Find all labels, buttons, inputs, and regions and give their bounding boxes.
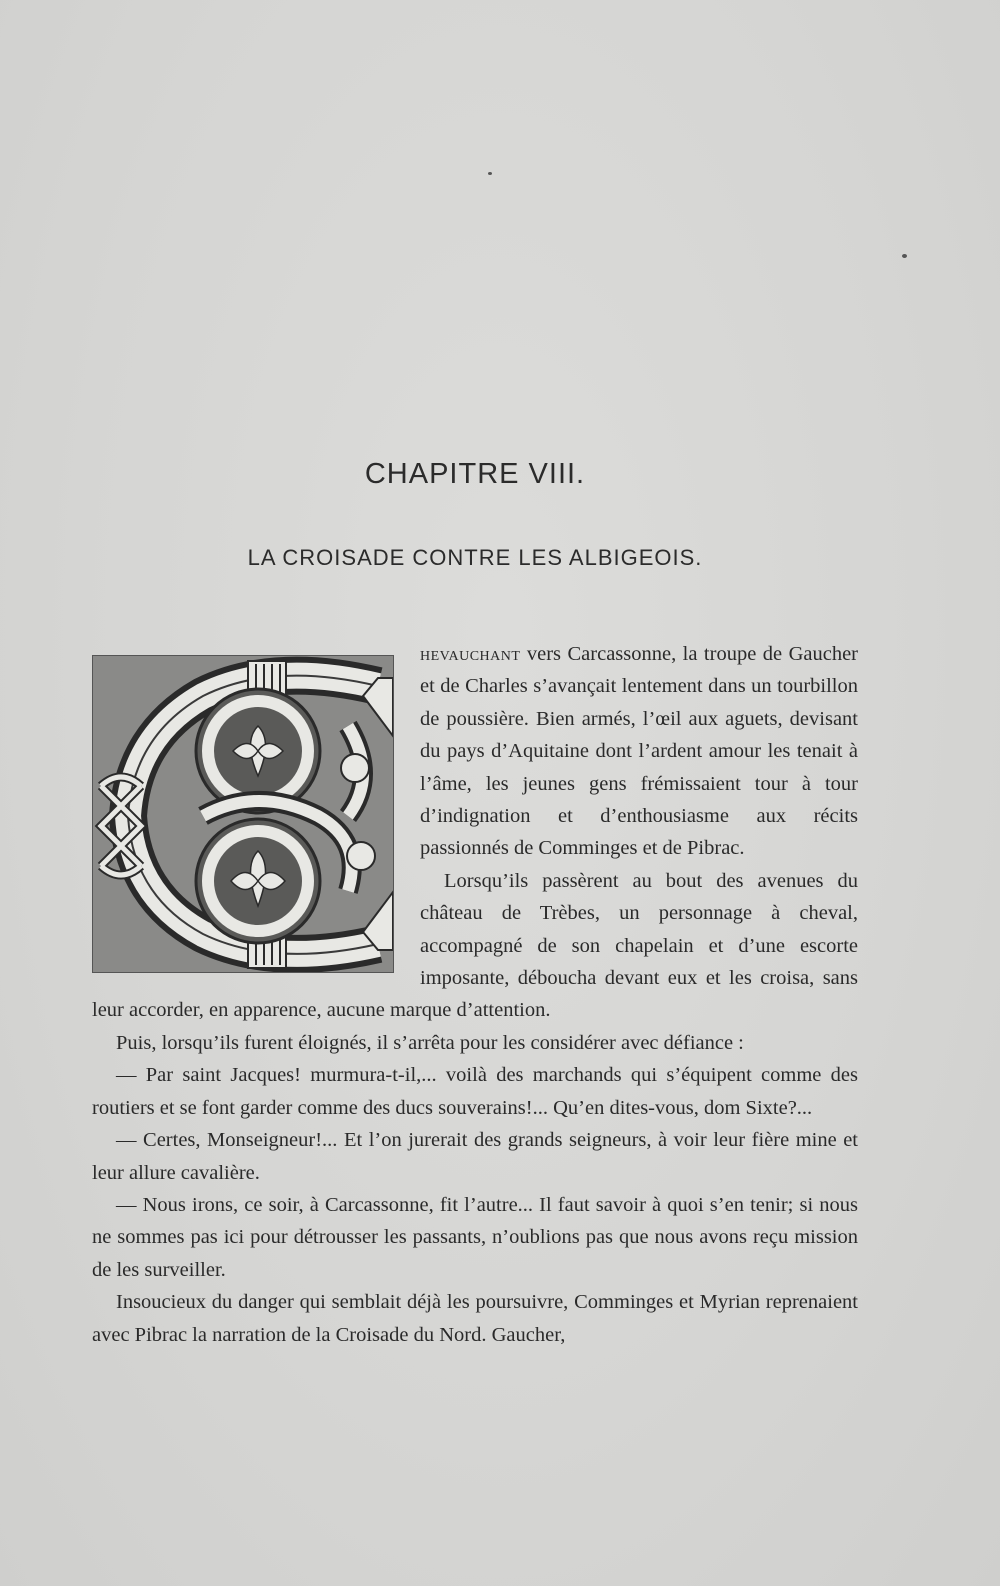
chapter-number: CHAPITRE VIII. (364, 458, 586, 490)
paragraph-lead-word: hevauchant (420, 643, 521, 665)
paragraph-text: vers Carcassonne, la troupe de Gaucher et de Charles s’avançait lentement dans un tourbillon de poussière. Bien armés, l’œil aux aguets, devisant du pays d’Aquitaine dont l’ardent amour les tenait à l’âme, les jeunes gens frémissaient tour à tour d’indignation et d’enthousiasme aux récits passionnés de Comminges et de Pibrac. (420, 643, 858, 860)
paragraph-dialogue: — Par saint Jacques! murmura-t-il,... voilà des marchands qui s’équipent comme des routiers et se font garder comme des ducs souverains!... Qu’en dites-vous, dom Sixte?... (92, 1064, 858, 1119)
paragraph: Insoucieux du danger qui semblait déjà les poursuivre, Comminges et Myrian reprenaient avec Pibrac la narration de la Croisade du Nord. Gaucher, (92, 1291, 858, 1346)
paragraph-dialogue: — Nous irons, ce soir, à Carcassonne, fit l’autre... Il faut savoir à quoi s’en tenir; si nous ne sommes pas ici pour détrousser les passants, n’oublions pas que nous avons reçu mission de les surveiller. (92, 1193, 858, 1281)
chapter-title: LA CROISADE CONTRE LES ALBIGEOIS. (247, 545, 703, 570)
chapter-body (92, 638, 858, 1351)
paper-speck (488, 172, 492, 175)
paragraph: Lorsqu’ils passèrent au bout des avenues du château de Trèbes, un personnage à cheval, accompagné de son chapelain et d’une escorte imposante, déboucha devant eux et les croisa, sans leur accorder, en apparence, aucune marque d’attention. (92, 869, 858, 1022)
paper-speck (902, 254, 907, 258)
paragraph-dialogue: — Certes, Monseigneur!... Et l’on jurerait des grands seigneurs, à voir leur fière mine et leur allure cavalière. (92, 1129, 858, 1184)
drop-cap-space (92, 638, 420, 966)
paragraph: Puis, lorsqu’ils furent éloignés, il s’arrêta pour les considérer avec défiance : (116, 1031, 744, 1054)
